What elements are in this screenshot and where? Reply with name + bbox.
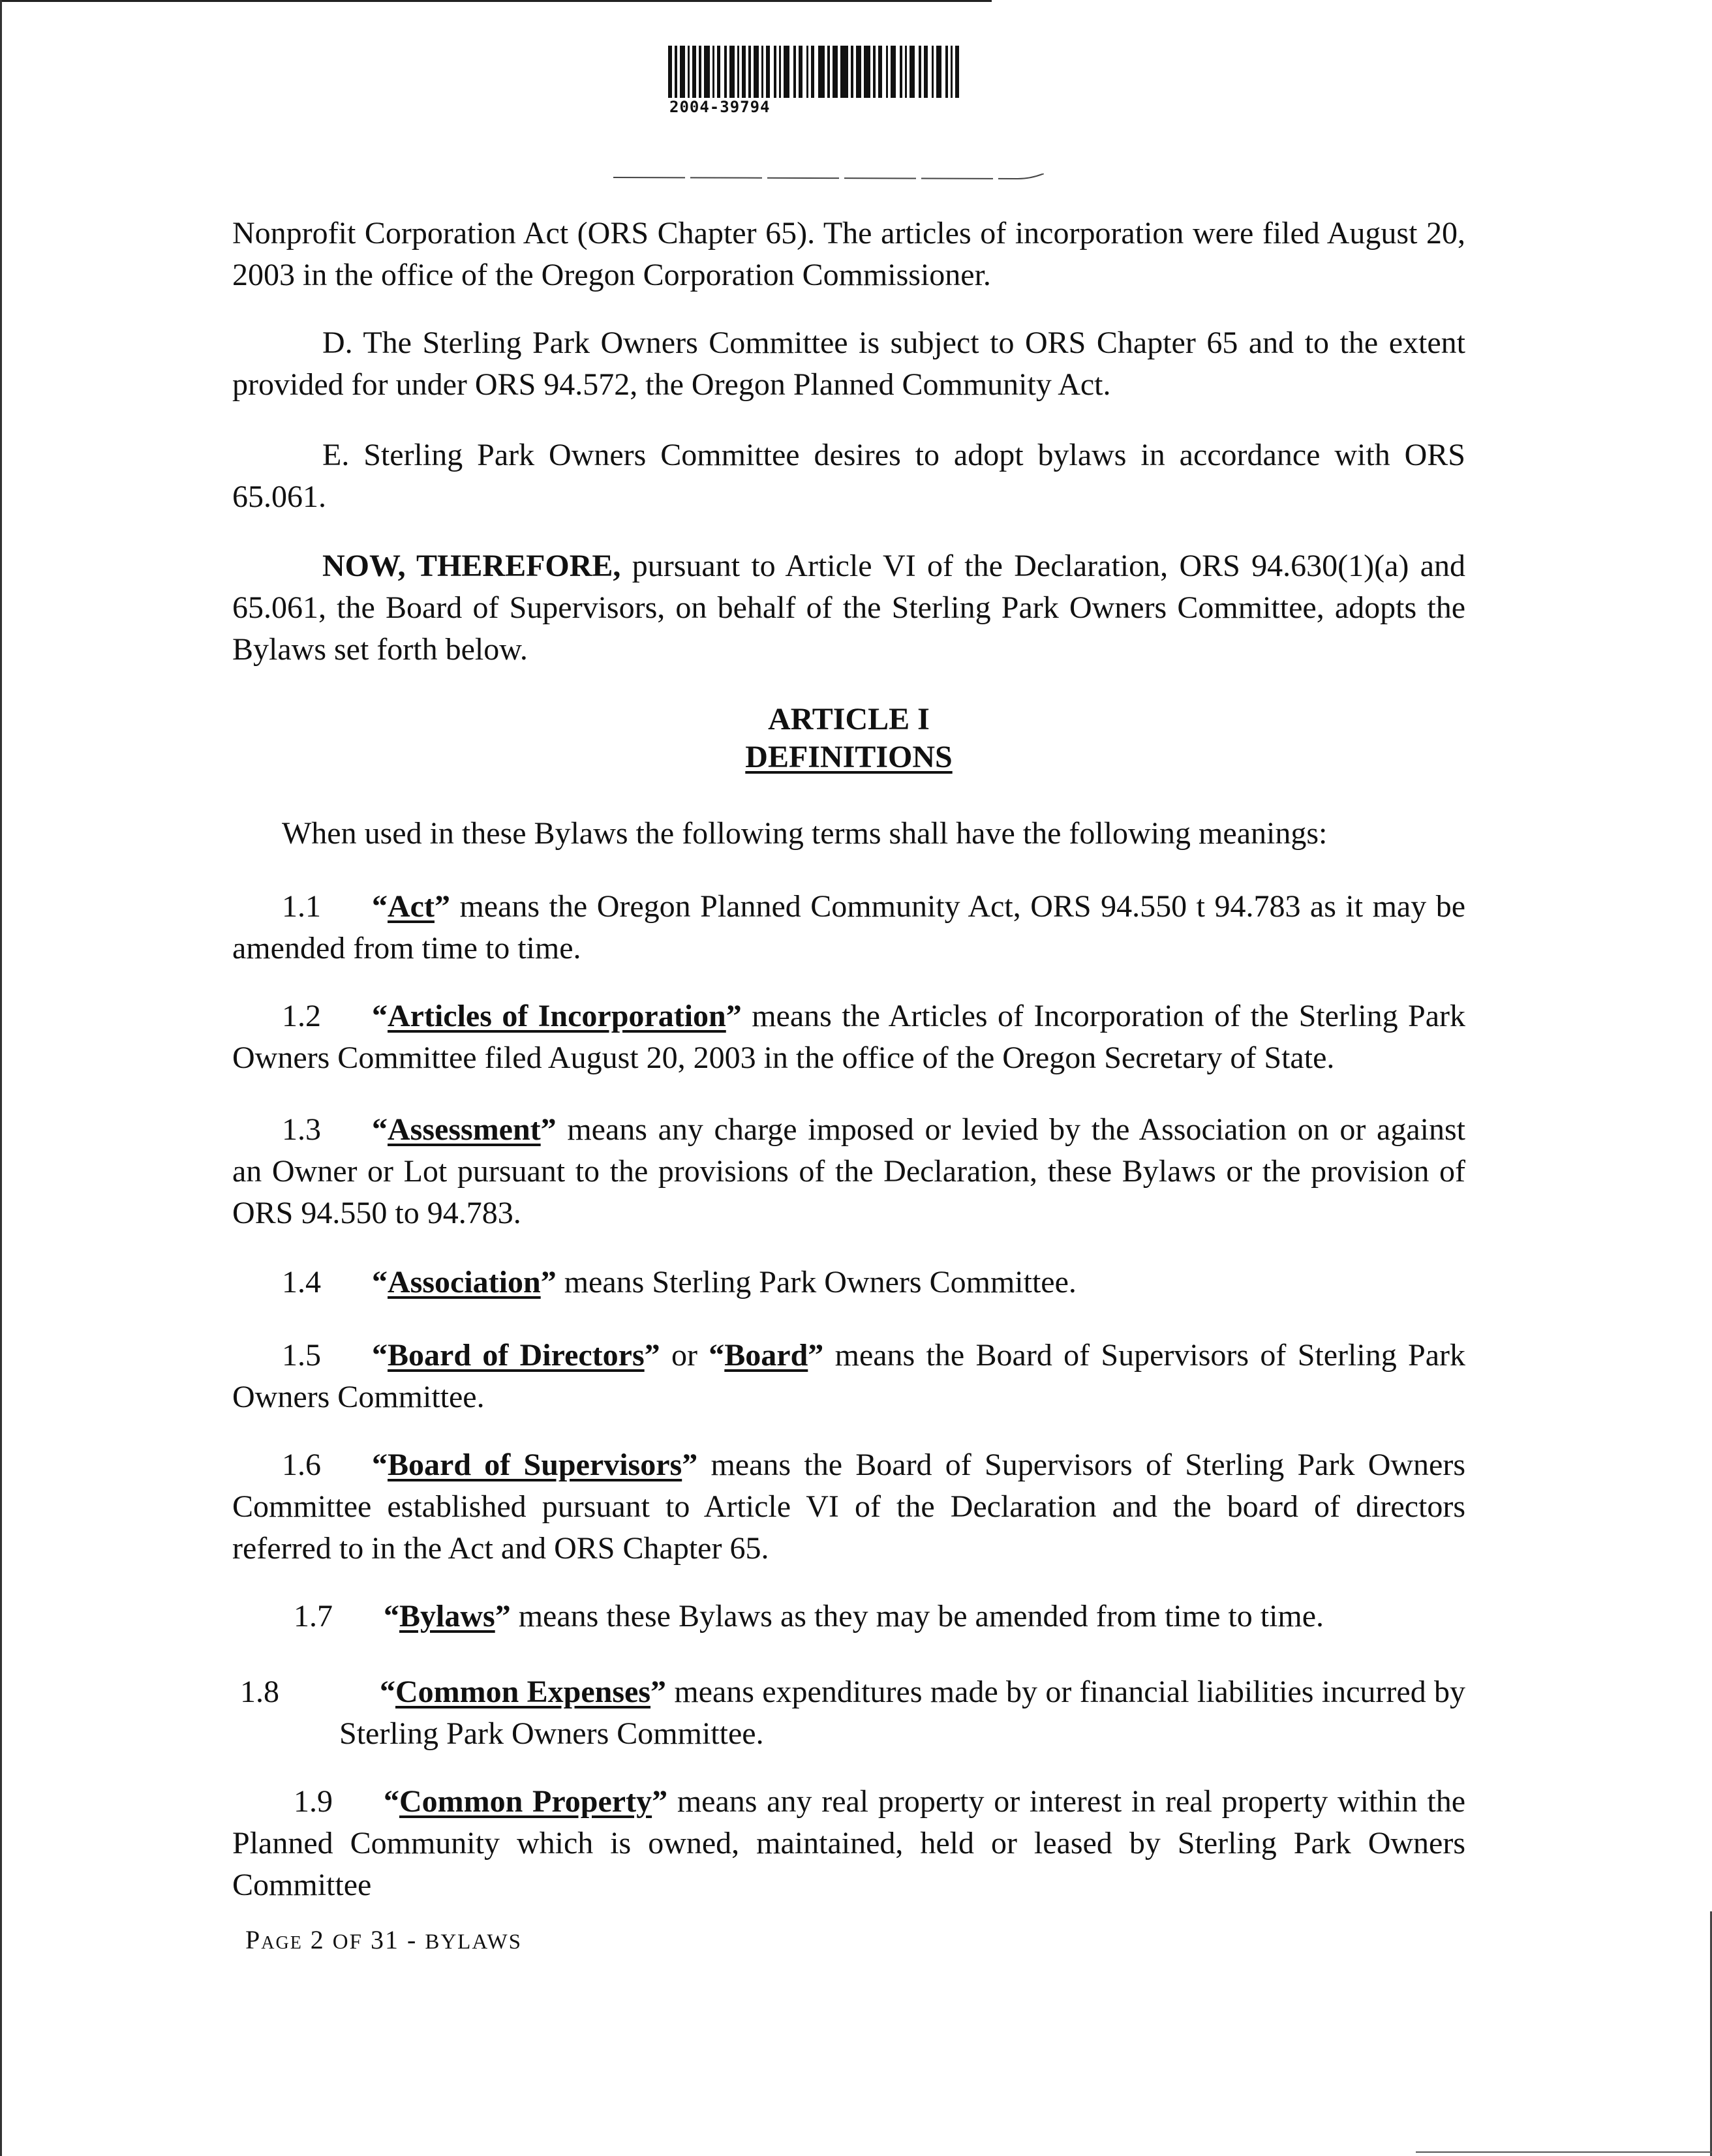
- definition-1-2: 1.2 “Articles of Incorporation” means the Articles of Incorporation of the Sterling Park Owners Committee filed August 20, 2003 in the office of the Oregon Secretary of State.: [232, 995, 1465, 1079]
- definition-number: 1.4: [282, 1265, 321, 1299]
- definition-1-1: 1.1 “Act” means the Oregon Planned Community Act, ORS 94.550 t 94.783 as it may be amended from time to time.: [232, 886, 1465, 969]
- page-footer: [245, 1924, 522, 1955]
- scan-edge-bottom: [1416, 2151, 1712, 2153]
- footer-separator: -: [406, 1925, 418, 1954]
- now-therefore-lead: NOW, THEREFORE,: [322, 549, 621, 583]
- now-therefore-text: pursuant to Article VI of the Declaration, ORS 94.630(1)(a) and 65.061, the Board of Supervisors, on behalf of the Sterling Park Owners Committee, adopts the Bylaws set forth below.: [232, 549, 1465, 667]
- barcode-image: [668, 46, 959, 98]
- definition-text: means Sterling Park Owners Committee.: [556, 1265, 1077, 1299]
- defined-term-2: Board: [724, 1338, 808, 1373]
- definitions-intro: When used in these Bylaws the following terms shall have the following meanings:: [282, 816, 1328, 851]
- definition-number: 1.5: [282, 1338, 321, 1373]
- paragraph-e: E. Sterling Park Owners Committee desires to adopt bylaws in accordance with ORS 65.061.: [232, 438, 1465, 514]
- defined-term: Assessment: [388, 1112, 541, 1147]
- footer-document-name: BYLAWS: [425, 1930, 523, 1954]
- definition-text: means any charge imposed or levied by the Association on or against an Owner or Lot pursuant to the provisions of the Declaration, these Bylaws or the provision of ORS 94.550 to 94.783.: [232, 1112, 1465, 1230]
- definition-number: 1.3: [282, 1112, 321, 1147]
- defined-term: Articles of Incorporation: [388, 999, 726, 1033]
- definition-text: means these Bylaws as they may be amended from time to time.: [510, 1599, 1324, 1633]
- defined-term: Bylaws: [399, 1599, 495, 1633]
- definition-text: means any real property or interest in real property within the Planned Community which is owned, maintained, held or leased by Sterling Park Owners Committee: [232, 1784, 1466, 1902]
- definition-number: 1.8: [240, 1675, 279, 1709]
- article-title: DEFINITIONS: [745, 740, 953, 774]
- article-number: ARTICLE I: [768, 702, 930, 736]
- paragraph-c-continuation: Nonprofit Corporation Act (ORS Chapter 65). The articles of incorporation were filed August 20, 2003 in the office of the Oregon Corporation Commissioner.: [232, 216, 1465, 292]
- definition-number: 1.7: [294, 1599, 333, 1633]
- definition-number: 1.9: [294, 1784, 333, 1819]
- definition-number: 1.2: [282, 999, 321, 1033]
- definition-1-4: 1.4 “Association” means Sterling Park Owners Committee.: [232, 1262, 1465, 1303]
- definition-text: means expenditures made by or financial liabilities incurred by Sterling Park Owners Committee.: [339, 1675, 1466, 1751]
- scan-edge-top: [0, 0, 992, 2]
- defined-term: Act: [388, 889, 435, 924]
- definition-1-9: 1.9 “Common Property” means any real property or interest in real property within the Planned Community which is owned, maintained, held or leased by Sterling Park Owners Committee: [232, 1781, 1465, 1906]
- defined-term: Board of Supervisors: [388, 1448, 682, 1482]
- definition-1-6: 1.6 “Board of Supervisors” means the Board of Supervisors of Sterling Park Owners Committee established pursuant to Article VI of the Declaration and the board of directors referred to in the Act and ORS Chapter 65.: [232, 1444, 1465, 1570]
- defined-term: Common Property: [399, 1784, 652, 1819]
- defined-term: Board of Directors: [388, 1338, 645, 1373]
- definition-number: 1.6: [282, 1448, 321, 1482]
- scan-edge-left: [0, 0, 2, 2156]
- definition-1-7: 1.7 “Bylaws” means these Bylaws as they may be amended from time to time.: [232, 1596, 1465, 1637]
- definition-1-8: 1.8 “Common Expenses” means expenditures made by or financial liabilities incurred by Sterling Park Owners Committee.: [339, 1671, 1465, 1755]
- definition-text: means the Articles of Incorporation of the Sterling Park Owners Committee filed August 20, 2003 in the office of the Oregon Secretary of State.: [232, 999, 1465, 1075]
- definition-1-5: 1.5 “Board of Directors” or “Board” means the Board of Supervisors of Sterling Park Owners Committee.: [232, 1335, 1465, 1418]
- definition-1-3: 1.3 “Assessment” means any charge imposed or levied by the Association on or against an Owner or Lot pursuant to the provisions of the Declaration, these Bylaws or the provision of ORS 94.550 to 94.783.: [232, 1109, 1465, 1234]
- paragraph-d: D. The Sterling Park Owners Committee is subject to ORS Chapter 65 and to the extent provided for under ORS 94.572, the Oregon Planned Community Act.: [232, 326, 1465, 402]
- definition-text: means the Board of Supervisors of Sterling Park Owners Committee established pursuant to Article VI of the Declaration and the board of directors referred to in the Act and ORS Chapter 65.: [232, 1448, 1465, 1566]
- paragraph-now-therefore: [232, 545, 1465, 671]
- defined-term: Common Expenses: [395, 1675, 651, 1709]
- definition-text: means the Board of Supervisors of Sterling Park Owners Committee.: [232, 1338, 1466, 1414]
- recording-dash-line: [613, 174, 1044, 185]
- footer-total-pages: 31: [370, 1925, 399, 1954]
- definition-number: 1.1: [282, 889, 321, 924]
- footer-of-word: OF: [332, 1930, 363, 1954]
- definition-connector: or: [660, 1338, 709, 1373]
- footer-page-word: Page: [245, 1925, 303, 1954]
- defined-term: Association: [388, 1265, 541, 1299]
- definition-text: means the Oregon Planned Community Act, ORS 94.550 t 94.783 as it may be amended from time to time.: [232, 889, 1465, 965]
- barcode-number: 2004-39794: [669, 98, 771, 116]
- footer-page-number: 2: [310, 1925, 325, 1954]
